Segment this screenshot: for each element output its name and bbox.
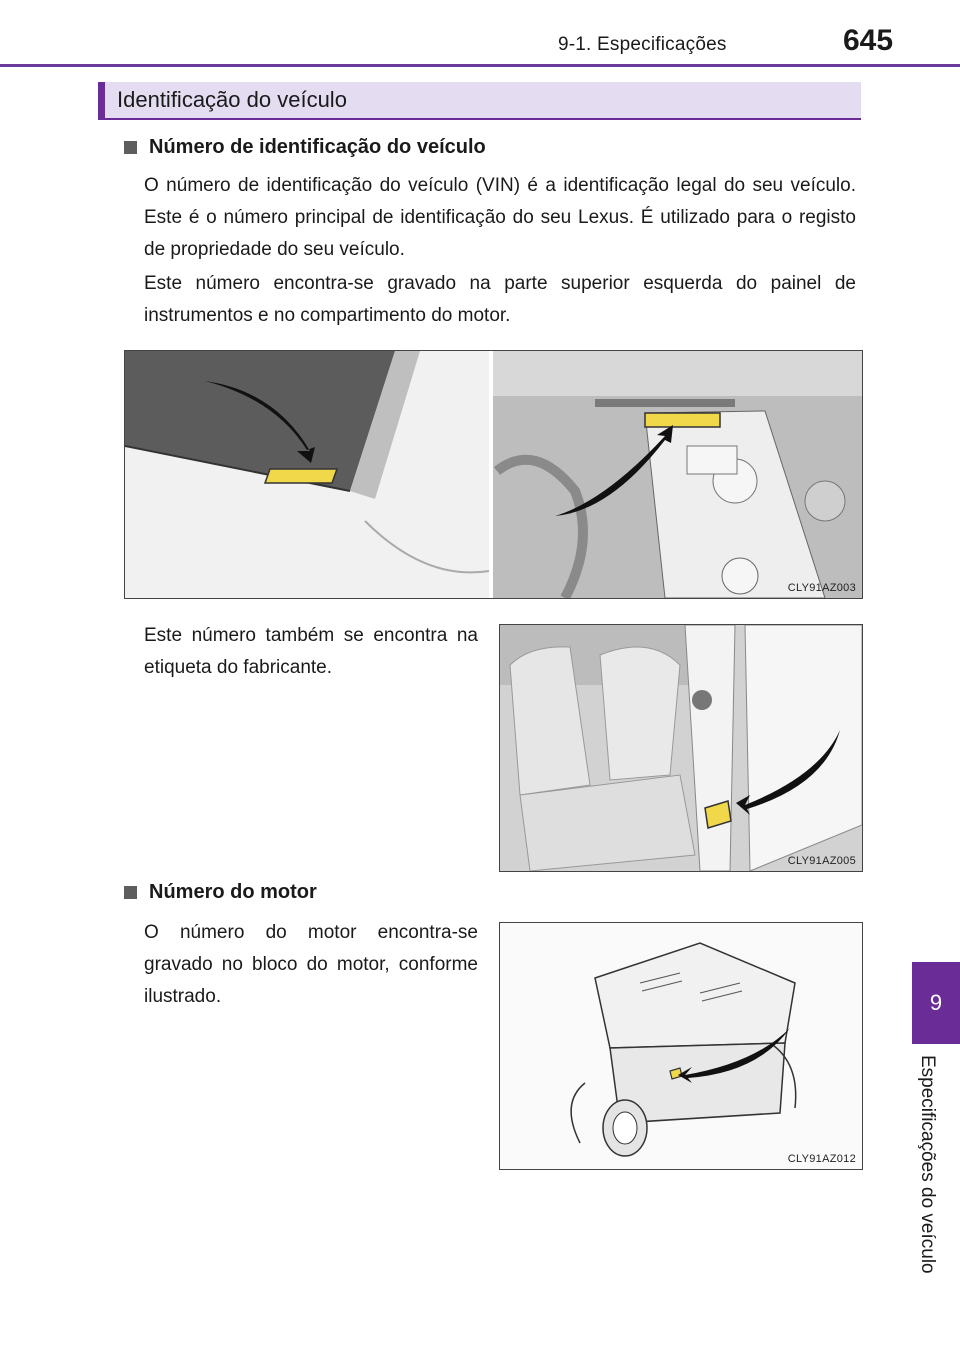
door-pillar-illustration: [500, 625, 862, 871]
figure-code-2: CLY91AZ005: [787, 855, 856, 867]
page-number: 645: [843, 24, 894, 57]
vin-heading-text: Número de identificação do veículo: [149, 136, 486, 158]
vin-heading: [124, 136, 486, 159]
chapter-tab: [912, 962, 960, 1044]
figure-code-3: CLY91AZ012: [787, 1153, 856, 1165]
header-divider: [0, 64, 960, 67]
vin-paragraph-1: O número de identificação do veículo (VIN) é a identificação legal do seu veículo. Este é o número principal de identificação do seu Lexus. É utilizado para o registo de propriedade do seu veículo.: [144, 175, 856, 260]
figure-code-1: CLY91AZ003: [787, 582, 856, 594]
vin-location-figure: [124, 350, 863, 599]
section-title-bar: [98, 82, 861, 120]
engine-heading-text: Número do motor: [149, 881, 317, 903]
engine-number-figure: [499, 922, 863, 1170]
bullet-square-icon: [124, 886, 137, 899]
engine-heading: [124, 881, 317, 904]
engine-paragraph: O número do motor encontra-se gravado no bloco do motor, conforme ilustrado.: [144, 922, 478, 1007]
vin-location-illustration: [125, 351, 862, 598]
section-title: Identificação do veículo: [117, 87, 347, 112]
bullet-square-icon: [124, 141, 137, 154]
vin-label-text: Este número também se encontra na etiqueta do fabricante.: [144, 625, 478, 678]
chapter-number: 9: [929, 990, 943, 1015]
chapter-title-vertical: Especificações do veículo: [917, 1055, 938, 1274]
manufacturer-label-figure: [499, 624, 863, 872]
running-header-section: 9-1. Especificações: [558, 34, 727, 55]
vin-paragraph-2: Este número encontra-se gravado na parte superior esquerda do painel de instrumentos e no compartimento do motor.: [144, 273, 856, 326]
engine-illustration: [500, 923, 862, 1169]
